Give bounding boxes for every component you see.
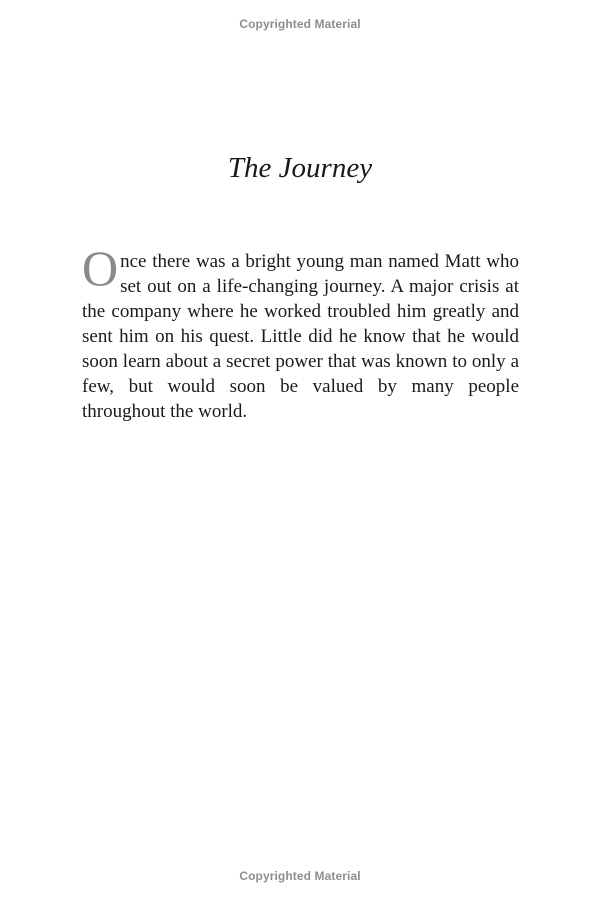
copyright-watermark-top: Copyrighted Material <box>239 17 361 31</box>
paragraph-text: nce there was a bright young man named Matt who set out on a life-changing journey. A major crisis at the company where he worked troubled him greatly and sent him on his quest. Little did he know that he would soon learn about a secret power that was known to only a few, but would soon be valued by many people throughout the world. <box>82 251 519 422</box>
drop-cap-letter: O <box>82 240 119 296</box>
copyright-watermark-bottom: Copyrighted Material <box>239 869 361 883</box>
chapter-paragraph <box>82 240 519 424</box>
chapter-title: The Journey <box>227 152 373 184</box>
